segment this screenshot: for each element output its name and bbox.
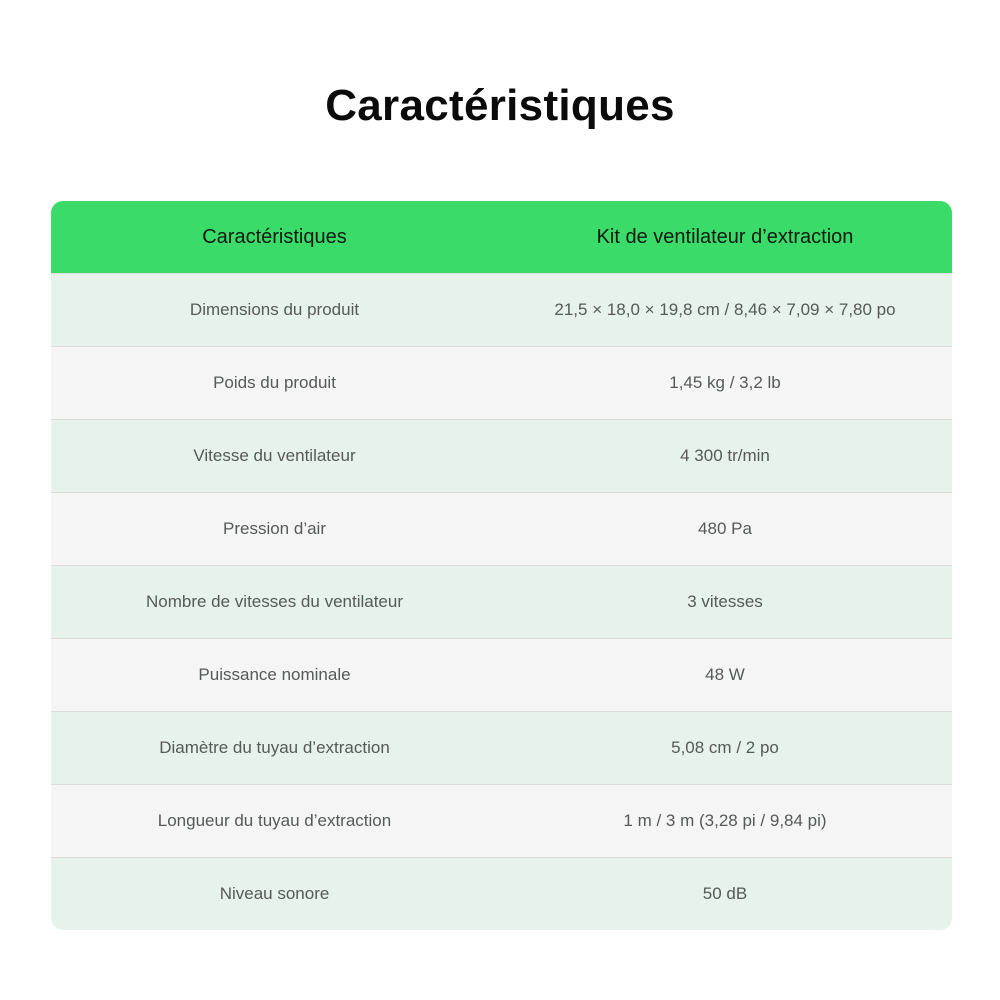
page-title: Caractéristiques bbox=[325, 81, 675, 130]
row-label: Diamètre du tuyau d’extraction bbox=[159, 738, 390, 757]
row-label: Puissance nominale bbox=[198, 665, 351, 684]
spec-table bbox=[51, 201, 952, 930]
row-label: Longueur du tuyau d’extraction bbox=[157, 811, 392, 830]
table-header bbox=[51, 201, 952, 273]
row-label: Niveau sonore bbox=[219, 884, 330, 903]
row-label: Poids du produit bbox=[213, 373, 336, 392]
table-row bbox=[51, 857, 952, 930]
table-row bbox=[51, 492, 952, 565]
row-label: Vitesse du ventilateur bbox=[193, 446, 356, 465]
row-value: 1,45 kg / 3,2 lb bbox=[669, 373, 781, 392]
table-row bbox=[51, 346, 952, 419]
row-value: 480 Pa bbox=[698, 519, 752, 538]
row-value: 21,5 × 18,0 × 19,8 cm / 8,46 × 7,09 × 7,80 po bbox=[554, 300, 896, 319]
row-value: 3 vitesses bbox=[687, 592, 763, 611]
row-label: Pression d’air bbox=[223, 519, 326, 538]
row-value: 4 300 tr/min bbox=[680, 446, 770, 465]
header-cell-product: Kit de ventilateur d’extraction bbox=[596, 225, 854, 248]
table-row bbox=[51, 638, 952, 711]
row-value: 5,08 cm / 2 po bbox=[671, 738, 779, 757]
row-value: 1 m / 3 m (3,28 pi / 9,84 pi) bbox=[623, 811, 827, 830]
table-row bbox=[51, 565, 952, 638]
table-row bbox=[51, 273, 952, 346]
row-label: Dimensions du produit bbox=[189, 300, 360, 319]
table-row bbox=[51, 711, 952, 784]
table-row bbox=[51, 419, 952, 492]
row-value: 48 W bbox=[705, 665, 745, 684]
row-label: Nombre de vitesses du ventilateur bbox=[145, 592, 404, 611]
table-row bbox=[51, 784, 952, 857]
header-cell-feature: Caractéristiques bbox=[202, 225, 347, 248]
row-value: 50 dB bbox=[702, 884, 748, 903]
